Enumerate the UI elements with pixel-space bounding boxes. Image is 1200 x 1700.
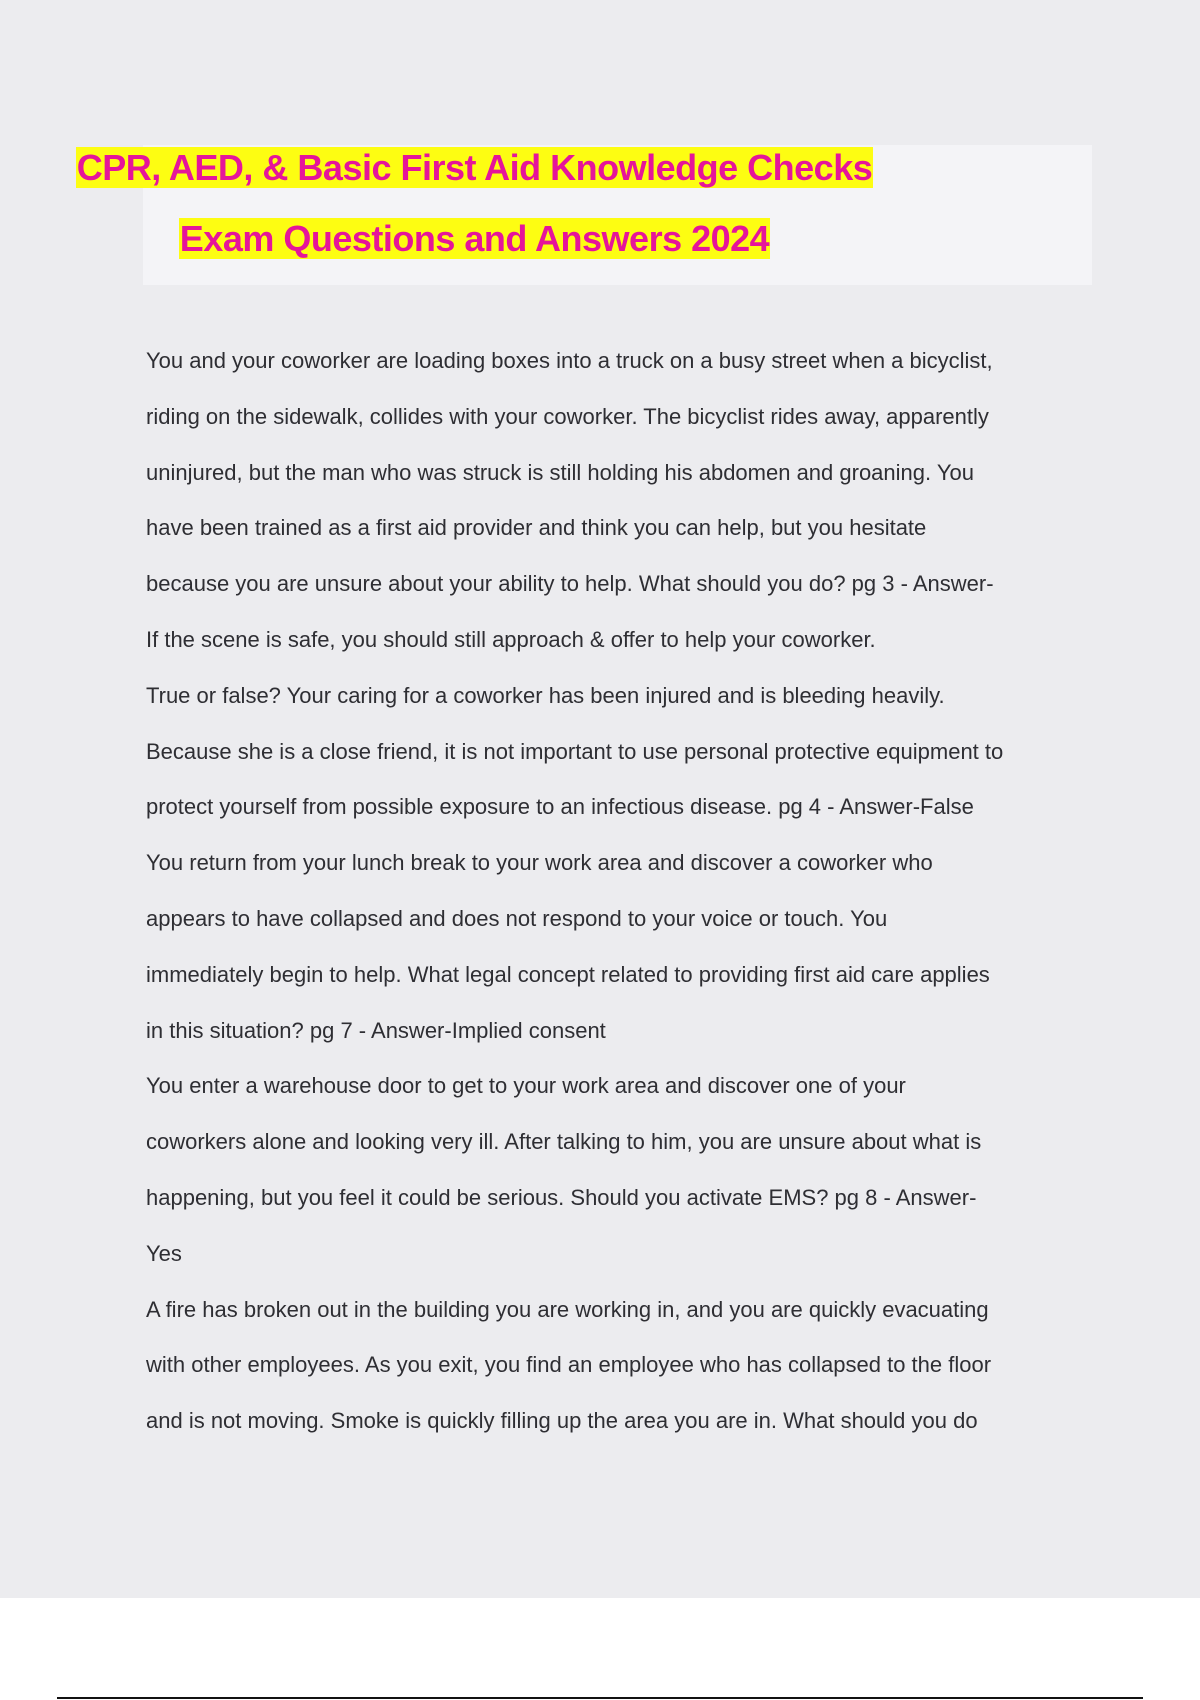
document-title-line-2 [0, 218, 949, 260]
body-line: with other employees. As you exit, you find an employee who has collapsed to the floor [146, 1352, 992, 1378]
body-line: You enter a warehouse door to get to your work area and discover one of your [146, 1073, 906, 1099]
body-line: appears to have collapsed and does not respond to your voice or touch. You [146, 905, 888, 931]
body-line: and is not moving. Smoke is quickly filling up the area you are in. What should you do [146, 1408, 978, 1434]
body-line: You return from your lunch break to your work area and discover a coworker who [146, 850, 933, 876]
body-line: If the scene is safe, you should still approach & offer to help your coworker. [146, 626, 876, 652]
body-line: uninjured, but the man who was struck is still holding his abdomen and groaning. You [146, 459, 974, 485]
body-line: A fire has broken out in the building you are working in, and you are quickly evacuating [146, 1296, 989, 1322]
body-line: in this situation? pg 7 - Answer-Implied consent [146, 1017, 606, 1043]
document-title-line-1 [0, 147, 949, 189]
body-line: You and your coworker are loading boxes into a truck on a busy street when a bicyclist, [146, 348, 993, 373]
body-line: protect yourself from possible exposure to an infectious disease. pg 4 - Answer-False [146, 794, 974, 820]
title-highlight-2: Exam Questions and Answers 2024 [179, 218, 770, 259]
body-line: because you are unsure about your ability to help. What should you do? pg 3 - Answer- [146, 571, 994, 597]
body-line: have been trained as a first aid provider and think you can help, but you hesitate [146, 515, 927, 541]
document-body [146, 333, 1091, 1449]
body-line: True or false? Your caring for a coworker has been injured and is bleeding heavily. [146, 682, 945, 708]
body-line: Because she is a close friend, it is not important to use personal protective equipment to [146, 738, 1004, 764]
body-line: riding on the sidewalk, collides with your coworker. The bicyclist rides away, apparently [146, 403, 989, 429]
title-highlight-1: CPR, AED, & Basic First Aid Knowledge Checks [76, 147, 873, 188]
page-divider [57, 1697, 1143, 1699]
body-line: happening, but you feel it could be serious. Should you activate EMS? pg 8 - Answer- [146, 1184, 977, 1210]
body-line: coworkers alone and looking very ill. After talking to him, you are unsure about what is [146, 1129, 982, 1155]
body-line: immediately begin to help. What legal concept related to providing first aid care applies [146, 961, 990, 987]
body-line: Yes [146, 1240, 182, 1266]
